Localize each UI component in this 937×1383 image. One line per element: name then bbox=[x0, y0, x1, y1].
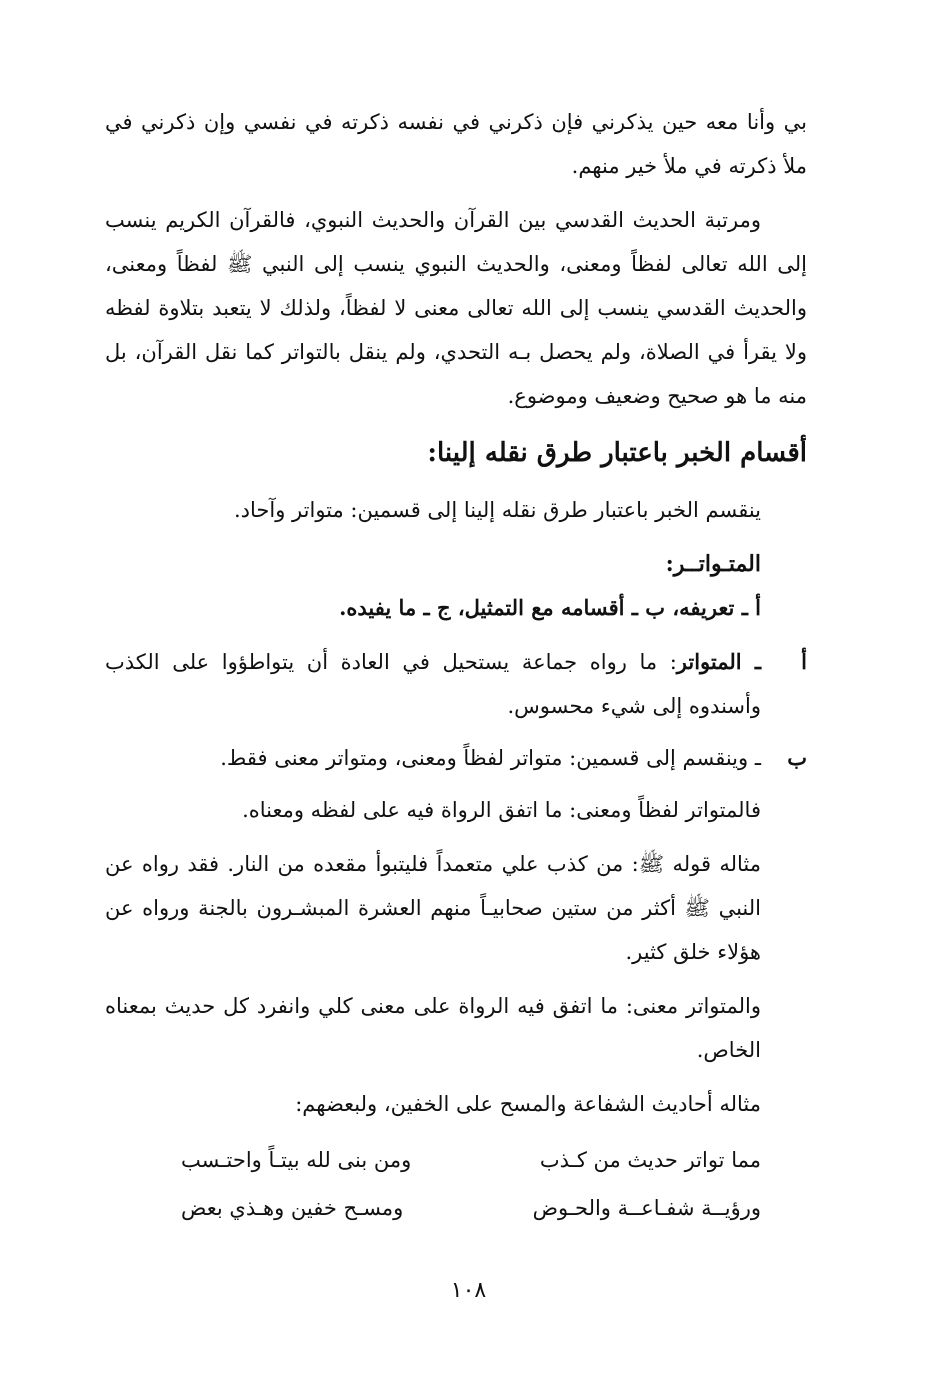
verse-line-2 bbox=[181, 1184, 761, 1232]
verse-line-1 bbox=[181, 1136, 761, 1184]
item-marker-b: ب bbox=[787, 745, 807, 770]
definition-body bbox=[105, 640, 761, 728]
verse-line-1-second-hemistich: ومن بنى لله بيتـاً واحتـسب bbox=[181, 1148, 412, 1172]
lafzi-definition: فالمتواتر لفظاً ومعنى: ما اتفق الرواة فيه على لفظه ومعناه. bbox=[242, 798, 761, 822]
section-intro: ينقسم الخبر باعتبار طرق نقله إلينا إلى قسمين: متواتر وآحاد. bbox=[234, 498, 761, 522]
page-number: ١٠٨ bbox=[450, 1278, 487, 1303]
mutawatir-subheading: المتـواتــر: bbox=[665, 551, 761, 577]
lafzi-example: مثاله قوله ﷺ: من كذب علي متعمداً فليتبوأ مقعده من النار. فقد رواه عن النبي ﷺ أكثر من ستين صحابيـاً منهم العشرة المبشـرون بالجنة ورواه عن هؤلاء خلق كثير. bbox=[105, 852, 761, 964]
topic-outline: أ ـ تعريفه، ب ـ أقسامه مع التمثيل، ج ـ ما يفيده. bbox=[339, 595, 761, 620]
continuation-paragraph: بي وأنا معه حين يذكرني فإن ذكرني في نفسه ذكرته في نفسي وإن ذكرني في ملأ ذكرته في ملأ خير منهم. bbox=[105, 110, 807, 178]
term-mutawatir: ـ المتواتر bbox=[676, 649, 761, 674]
maanawi-definition: والمتواتر معنى: ما اتفق فيه الرواة على معنى كلي وانفرد كل حديث بمعناه الخاص. bbox=[105, 994, 761, 1062]
page-body bbox=[105, 100, 807, 1232]
maanawi-example: مثاله أحاديث الشفاعة والمسح على الخفين، ولبعضهم: bbox=[295, 1092, 761, 1116]
verse-line-1-first-hemistich: مما تواتر حديث من كـذب bbox=[539, 1148, 761, 1172]
divisions-text: ـ وينقسم إلى قسمين: متواتر لفظاً ومعنى، ومتواتر معنى فقط. bbox=[220, 746, 761, 770]
verse-line-2-second-hemistich: ومسـح خفين وهـذي بعض bbox=[181, 1196, 404, 1220]
list-item-definition bbox=[105, 640, 807, 728]
section-heading: أقسام الخبر باعتبار طرق نقله إلينا: bbox=[427, 438, 807, 468]
verse-line-2-first-hemistich: ورؤيــة شفـاعــة والحـوض bbox=[532, 1196, 761, 1220]
hadith-qudsi-rank-paragraph: ومرتبة الحديث القدسي بين القرآن والحديث النبوي، فالقرآن الكريم ينسب إلى الله تعالى لفظاً ومعنى، والحديث النبوي ينسب إلى النبي ﷺ لفظاً ومعنى، والحديث القدسي ينسب إلى الله تعالى معنى لا لفظاً، ولذلك لا يتعبد بتلاوة لفظه ولا يقرأ في الصلاة، ولم يحصل بـه التحدي، ولم ينقل بالتواتر كما نقل القرآن، بل منه ما هو صحيح وضعيف وموضوع. bbox=[105, 208, 807, 408]
list-item-divisions bbox=[105, 736, 807, 780]
definition-text: : ما رواه جماعة يستحيل في العادة أن يتواطؤوا على الكذب وأسندوه إلى شيء محسوس. bbox=[105, 650, 761, 718]
poem-verse bbox=[105, 1136, 807, 1232]
item-marker-a: أ bbox=[801, 649, 807, 674]
